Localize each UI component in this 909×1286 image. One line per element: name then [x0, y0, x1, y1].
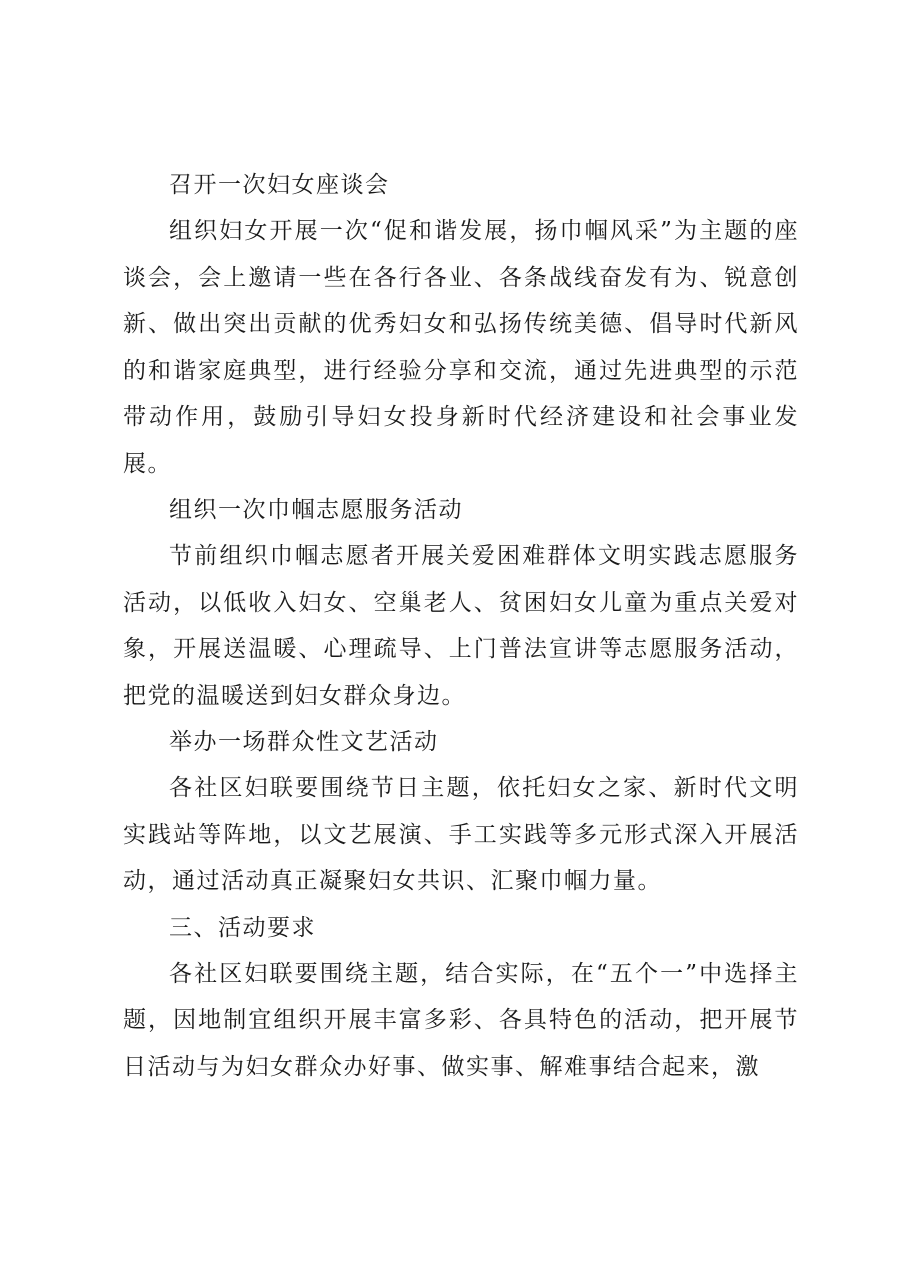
section-heading-volunteer-service: 组织一次巾帼志愿服务活动 [169, 497, 463, 523]
section-paragraph-cultural-activity: 各社区妇联要围绕节日主题，依托妇女之家、新时代文明实践站等阵地，以文艺展演、手工实践等多元形式深入开展活动，通过活动真正凝聚妇女共识、汇聚巾帼力量。 [123, 775, 799, 894]
document-body [123, 162, 799, 1090]
section-heading-activity-requirements: 三、活动要求 [169, 914, 316, 941]
section-paragraph-activity-requirements: 各社区妇联要围绕主题，结合实际，在“五个一”中选择主题，因地制宜组织开展丰富多彩、各具特色的活动，把开展节日活动与为妇女群众办好事、做实事、解难事结合起来，激 [123, 960, 799, 1080]
section-paragraph-volunteer-service: 节前组织巾帼志愿者开展关爱困难群体文明实践志愿服务活动，以低收入妇女、空巢老人、贫困妇女儿童为重点关爱对象，开展送温暖、心理疏导、上门普法宣讲等志愿服务活动，把党的温暖送到妇女群众身边。 [123, 543, 799, 709]
section-paragraph-women-symposium: 组织妇女开展一次“促和谐发展，扬巾帼风采”为主题的座谈会，会上邀请一些在各行各业、各条战线奋发有为、锐意创新、做出突出贡献的优秀妇女和弘扬传统美德、倡导时代新风的和谐家庭典型，进行经验分享和交流，通过先进典型的示范带动作用，鼓励引导妇女投身新时代经济建设和社会事业发展。 [123, 218, 799, 477]
section-heading-cultural-activity: 举办一场群众性文艺活动 [169, 729, 439, 755]
section-heading-women-symposium: 召开一次妇女座谈会 [169, 172, 390, 198]
